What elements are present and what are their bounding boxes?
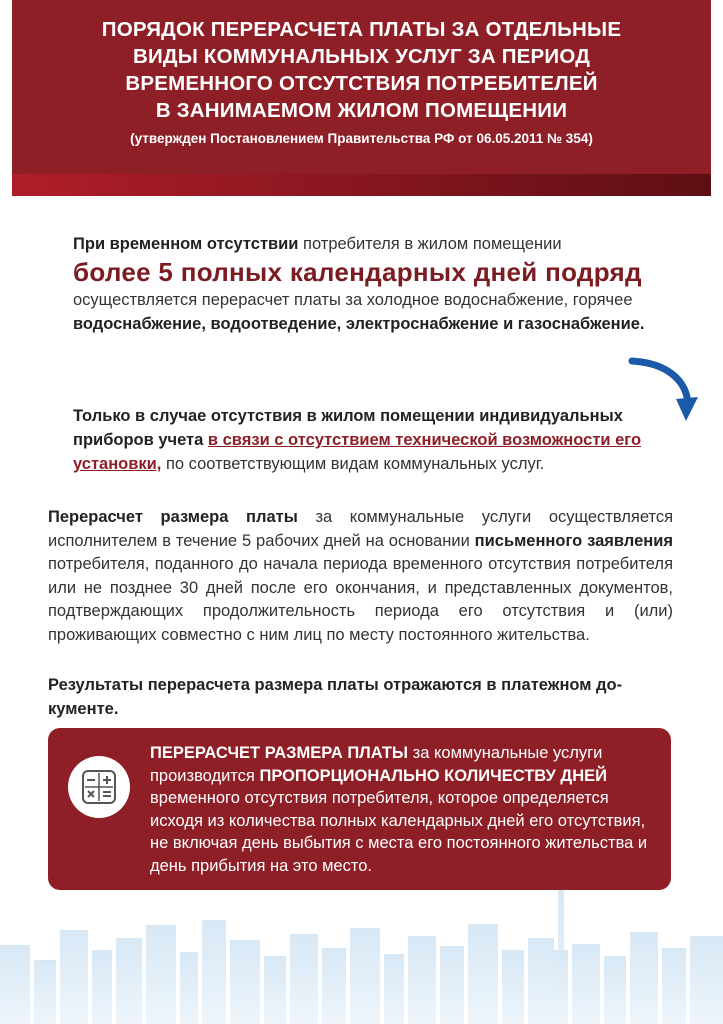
city-skyline-illustration <box>0 890 723 1024</box>
intro-text-2: осуществляется перерасчет платы за холодное водоснабжение, горячее <box>73 291 633 309</box>
page-title: ПОРЯДОК ПЕРЕРАСЧЕТА ПЛАТЫ ЗА ОТДЕЛЬНЫЕ ВИДЫ КОММУНАЛЬНЫХ УСЛУГ ЗА ПЕРИОД ВРЕМЕННОГО ОТСУТСТВИЯ ПОТРЕБИТЕЛЕЙ В ЗАНИМАЕМОМ ЖИЛОМ ПОМЕЩЕНИИ <box>101 18 622 122</box>
result-paragraph: Результаты перерасчета размера платы отражаются в платежном документе. <box>48 676 623 718</box>
page-subtitle: (утвержден Постановлением Правительства РФ от 06.05.2011 № 354) <box>130 131 593 146</box>
info-box-text <box>150 742 650 877</box>
info-box <box>48 728 671 890</box>
condition-rest: по соответствующим видам коммунальных услуг. <box>161 455 545 473</box>
procedure-bold-2: письменного заявления <box>474 531 673 550</box>
info-bold-1: ПЕРЕРАСЧЕТ РАЗМЕРА ПЛАТЫ <box>150 744 409 762</box>
procedure-bold-1: Перерасчет размера платы <box>48 508 298 526</box>
procedure-text-1: за коммунальные услуги осуществляется исполнителем в течение 5 рабочих дней на основании <box>48 508 673 550</box>
procedure-paragraph <box>48 506 673 647</box>
condition-bold: Только в случае отсутствия в жилом помещении индивидуальных приборов учета <box>73 407 623 449</box>
header-banner <box>12 0 711 196</box>
info-bold-2: ПРОПОРЦИОНАЛЬНО КОЛИЧЕСТВУ ДНЕЙ <box>259 766 607 785</box>
intro-services: водоснабжение, водоотведение, электроснабжение и газоснабжение. <box>73 315 645 333</box>
intro-bold: При временном отсутствии <box>73 235 299 253</box>
intro-paragraph <box>73 232 653 336</box>
info-text-2: временного отсутствия потребителя, которое определяется исходя из количества полных календарных дней его отсутствия, не включая день выбытия с места его постоянного жительства и день прибытия на это место. <box>150 789 648 875</box>
intro-highlight: более 5 полных календарных дней подряд <box>73 257 642 287</box>
info-text-1: за коммунальные услуги производится <box>150 744 603 785</box>
condition-paragraph <box>73 404 663 476</box>
procedure-text-2: потребителя, поданного до начала периода временного отсутствия потребителя или не позднее 30 дней после его окончания, и представленных документов, подтверждающих продолжительность периода его отсутствия и (или) проживающих совместно с ним лиц по месту постоянного жительства. <box>48 555 673 644</box>
calculator-icon <box>82 770 116 804</box>
icon-circle <box>68 756 130 818</box>
intro-text: потребителя в жилом помещении <box>298 235 562 253</box>
condition-underlined: в связи с отсутствием технической возможности его установки, <box>73 431 642 473</box>
